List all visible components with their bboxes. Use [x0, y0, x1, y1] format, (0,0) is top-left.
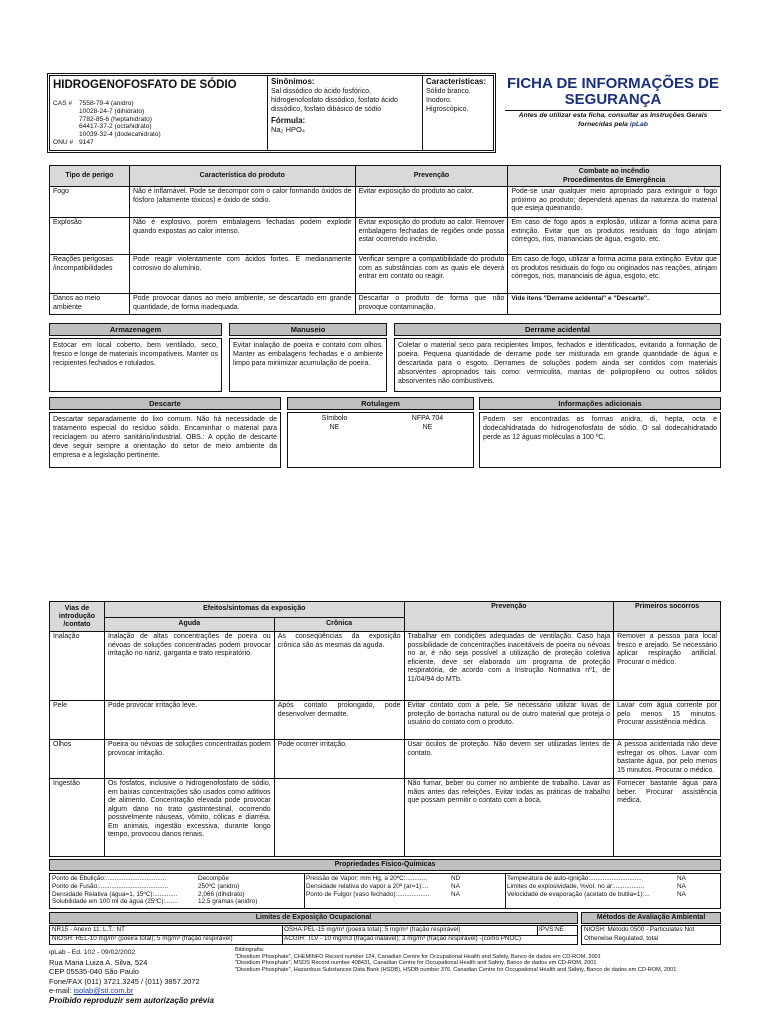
table-row: Olhos Poeira ou névoas de soluções concentradas podem provocar irritação. Pode ocorrer irritação. Usar óculos de proteção. Não devem ser utilizadas lentes de contato. A pessoa acidentada não deve esfregar os olhos. Lavar com bastante água, por pelo menos 15 minutos. Procurar o médico.	[50, 740, 721, 779]
spill-text: Coletar o material seco para recipientes limpos, fechados e identificados, evitando a formação de poeira. Pequena quantidade de derrame pode ser misturada em grande quantidade de água e descartada para o esgoto. Derrames de soluções podem ainda ser contidos com materiais absorventes apropriados tais como: vermiculita, mantas de polipropileno ou outros sólidos absorventes não combustíveis.	[394, 338, 721, 392]
limits-box: NR15 - Anexo 11: L.T.: NT NIOSH: REL-10 mg/m³ (poeira total); 5 mg/m³ (fração respirável) OSHA:PEL-15 mg/m³ (poeira total); 5 mg/m³ (fração respirável) ACGIH: TLV - 10 mg/m3 (fração inalável); 3 mg/m³ (fração respirável) -(como PNOC) IPVS:NE	[49, 925, 578, 945]
bibliography	[235, 947, 721, 973]
exposure-header-route: Vias de introdução /contato	[50, 602, 105, 632]
spill-title: Derrame acidental	[394, 323, 721, 336]
hazard-header-char: Característica do produto	[129, 166, 355, 187]
characteristics-label: Características:	[426, 77, 487, 86]
synonyms-label: Sinônimos:	[271, 77, 315, 86]
table-row: Fogo Não é inflamável. Pode se decompor com o calor formando óxidos de fósforo (altamente tóxicos) e óxido de sódio. Evitar exposição do produto ao calor. Pode-se usar qualquer meio apropriado para extinguir o fogo próximo ao produto; dependerá apenas da natureza do material que esteja queimando.	[50, 187, 721, 218]
characteristics-item: Sólido branco.	[426, 87, 471, 95]
address-line: Rua Maria Luiza A. Silva, 524	[49, 957, 148, 967]
hazard-header-combat: Combate ao incêndio Procedimentos de Emergência	[508, 166, 721, 187]
table-row: Inalação Inalação de altas concentrações de poeira ou névoas de soluções concentradas podem provocar irritação no nariz, garganta e trato respiratório. As conseqüências da exposição crônica são as mesmas da aguda. Trabalhar em condições adequadas de ventilação. Caso haja possibilidade de concentrações inaceitáveis de poeira ou névoas no ar, é não seja possível a utilização de proteção coletiva eficiente, deve ser elaborado um programa de proteção respiratória, de acordo com a Instrução Normativa nº1, de 11/04/94 do MTb. Remover a pessoa para local fresco e arejado. Se necessário aplicar respiração artificial. Procurar o médico.	[50, 632, 721, 701]
cas-list: CAS # 7558-79-4 (anidro) 10028-24-7 (dihidrato) 7782-85-6 (heptahidrato) 64417-37-2 (octahidrato) 10039-32-4 (dodecahidrato) ONU # 9147	[53, 100, 161, 146]
limits-title: Limites de Exposição Ocupacional	[49, 912, 578, 924]
table-row: Reações perigosas /incompatibilidades Pode reagir violentamente com ácidos fortes. É medianamente corrosivo do alumínio. Verificar sempre a compatibilidade do produto com as substâncias com as quais ele deverá entrar em contato ou reagir. Em caso de fogo, utilizar a forma acima para extinção. Evitar que os produtos residuais do fogo ou originados nas reações, atinjam córregos, rios, mananciais de água, esgoto, etc.	[50, 255, 721, 294]
table-row: Danos ao meio ambiente Pode provocar danos ao meio ambiente, se descartado em grande quantidade, de forma inadequada. Descartar o produto de forma que não provoque contaminação. Vide itens "Derrame acidental" e "Descarte".	[50, 294, 721, 315]
additional-info-title: Informações adicionais	[479, 397, 721, 410]
handling-text: Evitar inalação de poeira e contato com olhos. Manter as embalagens fechadas e o ambiente limpo para minimizar acumulação de poeira.	[229, 338, 387, 392]
bibliography-item: "Disodium Phosphate", CHEMINFO Record number 124, Canadian Centre for Occupational Health and Safety, Banco de dados em CD-ROM, 2001	[235, 953, 601, 960]
properties-title: Propriedades Físico-Químicas	[49, 859, 721, 871]
bibliography-item: "Disodium Phosphate", Hazardous Substances Data Bank (HSDB), HSDB number 376, Canadian Centre for Occupational Health and Safety, Banco de dados em CD-ROM, 2001	[235, 966, 677, 973]
edition-line: ipLab - Ed. 102 - 09/02/2002	[49, 949, 136, 956]
characteristics-item: Inodoro.	[426, 96, 452, 104]
synonyms-text: Sal dissódico do ácido fosfórico, hidrogenofosfato dissódico, fosfato ácido dissódico, fosfato dibásico de sódio	[271, 87, 398, 113]
table-row: Ingestão Os fosfatos, inclusive o hidrogenofosfato de sódio, em baixas concentrações são usados como aditivos de alimento. Concentração elevada pode provocar algum dano no trato gastrintestinal, ocorrendo possivelmente náuseas, vômito, cólicas e diarréia. Em animais, ingestão excessiva, durante longo tempo, provocou danos renais. Não fumar, beber ou comer no ambiente de trabalho. Lavar as mãos antes das refeições. Evitar todas as práticas de trabalho que possam permitir o contato com a boca. Fornecer bastante água para beber. Procurar assistência médica.	[50, 779, 721, 857]
address-line: CEP 05535-040 São Paulo	[49, 967, 139, 976]
characteristics-item: Higroscópico.	[426, 105, 469, 113]
footer-info	[49, 948, 229, 1006]
exposure-header-chronic: Crônica	[274, 618, 404, 632]
ficha-note: Antes de utilizar esta ficha, consultar as Instruções Gerais fornecidas pela ipLab	[518, 112, 708, 128]
product-title: HIDROGENOFOSFATO DE SÓDIO	[53, 79, 237, 91]
properties-box: Ponto de Ebulição:.................................. Decompõe Ponto de Fusão:....................................... 250ºC (anidro) Densidade Relativa (água=1, 15ºC):............. 2,066 (dihidrato) Solubilidade em 100 ml de água (25ºC):....... 12,5 gramas (anidro) Pressão de Vapor: mm Hg, a 20ºC:............ ND Densidade relativa do vapor a 20º (ar=1):... NA Ponto de Fulgor (vaso fechado):.................. NA Temperatura de auto-ignição:............................. NA Limites de explosividade, %vol. no ar:................. NA Velocidade de evaporação (acetato de butila=1):... NA	[49, 873, 721, 909]
labeling-box: Símbolo NFPA 704 NE NE	[287, 412, 474, 468]
formula-label: Fórmula:	[271, 115, 306, 125]
table-row: Pele Pode provocar irritação leve. Após contato prolongado, pode desenvolver dermatite. Evitar contato com a pele. Se necessário utilizar luvas de proteção de borracha natural ou de outro material que proteja o usuário do contato com o produto. Lavar com água corrente por pelo menos 15 minutos. Procurar assistência médica.	[50, 701, 721, 740]
email-line: e-mail: isolab@sti.com.br	[49, 986, 134, 995]
email-link[interactable]: isolab@sti.com.br	[73, 986, 134, 995]
product-header-box	[47, 73, 496, 153]
storage-text: Estocar em local coberto, bem ventilado, seco, fresco e longe de materiais incompatíveis. Manter os recipientes fechados e rotulados.	[49, 338, 222, 392]
ficha-title: FICHA DE INFORMAÇÕES DE SEGURANÇA	[507, 75, 719, 108]
table-row: Explosão Não é explosivo, porém embalagens fechadas podem explodir quando expostas ao calor intenso. Evitar exposição do produto ao calor. Remover embalagens fechadas de regiões onde possa estar ocorrendo incêndio. Em caso de fogo após a explosão, utilizar a forma acima para extinção. Evitar que os produtos residuais do fogo atinjam córregos, rios, mananciais de água, esgoto, etc.	[50, 218, 721, 255]
formula-text: Na₂ HPO₄	[271, 125, 305, 135]
prohibited-note: Proibido reproduzir sem autorização prévia	[49, 995, 214, 1005]
labeling-title: Rotulagem	[287, 397, 474, 410]
exposure-header-effects: Efeitos/sintomas da exposição	[104, 602, 404, 618]
bibliography-title: Bibliografia:	[235, 947, 265, 953]
hazard-header-type: Tipo de perigo	[50, 166, 130, 187]
exposure-header-aid: Primeiros socorros	[614, 602, 721, 632]
phone-line: Fone/FAX (011) 3721.3245 / (011) 3857.2072	[49, 976, 200, 986]
additional-info-text: Podem ser encontradas as formas anidra, di, hepta, octa e dodecahidratada do hidrogenofosfato de sódio. O sal dodecahidratado perde as 12 águas moléculas a 100 ºC.	[479, 412, 721, 468]
hazard-table	[49, 165, 721, 315]
hazard-header-prev: Prevenção	[355, 166, 508, 187]
ficha-divider	[505, 110, 721, 111]
disposal-title: Descarte	[49, 397, 281, 410]
exposure-header-acute: Aguda	[104, 618, 274, 632]
handling-title: Manuseio	[229, 323, 387, 336]
bibliography-item: "Disodium Phosphate", MSDS Record number 408431, Canadian Centre for Occupational Health and Safety, Banco de dados em CD-ROM, 2001	[235, 960, 597, 967]
exposure-header-prev: Prevenção	[404, 602, 614, 632]
company-logo: ipLab	[629, 120, 648, 128]
exposure-table	[49, 601, 721, 857]
storage-title: Armazenagem	[49, 323, 222, 336]
disposal-text: Descartar separadamente do lixo comum. Não há necessidade de tratamento especial do resíduo sólido. Encaminhar o material para reciclagem ou aterro sanitário/industrial. OBS.: A opção de descarte deve seguir sempre a orientação do setor de meio ambiente da empresa e a legislação pertinente.	[49, 412, 281, 468]
methods-text: NIOSH: Método 0500 - Particulates Not Otherwise Regulated, total	[581, 925, 721, 945]
methods-title: Métodos de Avaliação Ambiental	[581, 912, 721, 924]
